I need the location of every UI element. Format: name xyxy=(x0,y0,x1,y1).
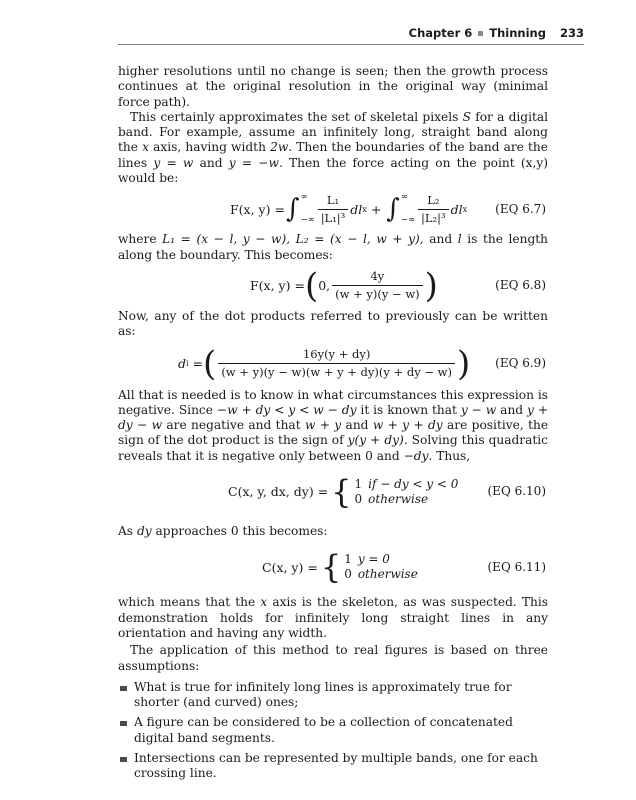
integral-symbol: ∫ ∞ −∞ xyxy=(285,192,315,226)
integral-symbol: ∫ ∞ −∞ xyxy=(386,192,416,226)
chapter-label: Chapter 6 xyxy=(408,26,473,40)
paragraph-1: higher resolutions until no change is seen; then the growth process continues at the original resolution in the original way (minimal force path). xyxy=(118,64,548,109)
equation-6-8: F(x, y) = ( 0, $\frac{4y}{(w + y)(y - w)}$ ) (EQ 6.8) xyxy=(118,263,548,309)
equation-6-11: C(x, y) = { 1 y = 0 0 otherwise (EQ 6.11) xyxy=(118,539,548,595)
chapter-title: Thinning xyxy=(489,26,546,40)
paragraph-6: As dy approaches 0 this becomes: xyxy=(118,524,328,539)
equation-6-7: F(x, y) = ∫ ∞ −∞ $\frac{\text{L₁}}{\text{|L₁|³}}$ dl x + ∫ ∞ −∞ $\frac{\text{L₂}}{\text{|L₂|³}}$ dl x (EQ 6.7) xyxy=(118,186,548,232)
equation-label: (EQ 6.9) xyxy=(495,355,546,370)
list-item: A figure can be considered to be a collection of concatenated digital band segments. xyxy=(118,715,548,746)
paragraph-3: where L₁ = (x − l, y − w), L₂ = (x − l, w + y), and l is the length along the boundary. This becomes: xyxy=(118,232,549,262)
header-rule xyxy=(118,44,584,45)
equation-label: (EQ 6.10) xyxy=(487,484,546,499)
assumption-list xyxy=(118,680,548,782)
equation-label: (EQ 6.8) xyxy=(495,278,546,293)
header-separator xyxy=(478,31,483,36)
paragraph-2: This certainly approximates the set of skeletal pixels S for a digital band. For example, assume an infinitely long, straight band along the x axis, having width 2w. Then the boundaries of the band are the lines y = w and y = −w. Then the force acting on the point (x,y) would be: xyxy=(118,109,549,186)
equation-label: (EQ 6.7) xyxy=(495,201,546,216)
equation-6-9: d i = ( $\frac{16y(y + dy)}{(w + y)(y - w)(w + y + dy)(y + dy - w)}$ ) (EQ 6.9) xyxy=(118,340,548,388)
page-number: 233 xyxy=(559,26,584,40)
equation-label: (EQ 6.11) xyxy=(487,559,546,574)
page-body xyxy=(118,64,548,787)
paragraph-7: which means that the x axis is the skeleton, as was suspected. This demonstration holds for infinitely long straight lines in any orientation and having any width. xyxy=(118,595,549,640)
list-item: What is true for infinitely long lines is approximately true for shorter (and curved) ones; xyxy=(118,680,548,711)
paragraph-4: Now, any of the dot products referred to previously can be written as: xyxy=(118,308,548,339)
running-header xyxy=(118,26,584,46)
paragraph-8: The application of this method to real figures is based on three assumptions: xyxy=(118,643,548,673)
list-item: Intersections can be represented by multiple bands, one for each crossing line. xyxy=(118,751,548,782)
paragraph-5: All that is needed is to know in what circumstances this expression is negative. Since −w + dy < y < w − dy it is known that y − w and y + dy − w are negative and that w + y and w + y + dy are positive, the sign of the dot product is the sign of y(y + dy). Solving this quadratic reveals that it is negative only between 0 and −dy. Thus, xyxy=(118,387,549,463)
equation-6-10: C(x, y, dx, dy) = { 1 if − dy < y < 0 0 otherwise (EQ 6.10) xyxy=(118,464,548,520)
header-text xyxy=(409,26,584,40)
